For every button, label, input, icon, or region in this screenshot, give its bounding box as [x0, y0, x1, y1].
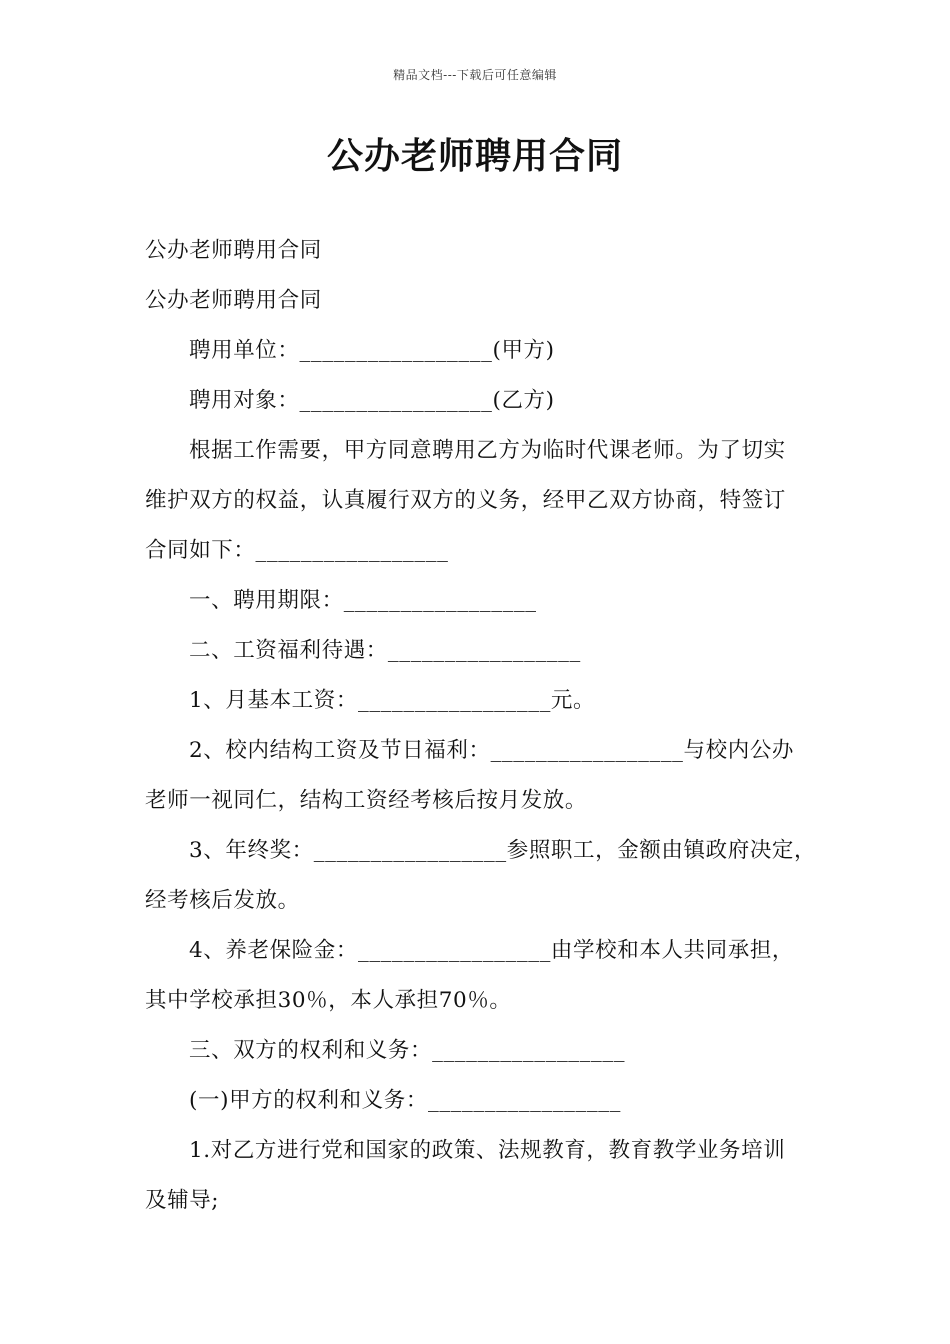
body-line-employer: 聘用单位：_________________(甲方)	[189, 338, 555, 363]
page-header-watermark: 精品文档---下载后可任意编辑	[393, 68, 557, 82]
body-line-subsection-3-1: (一)甲方的权利和义务：_________________	[189, 1088, 621, 1113]
body-line-subtitle-1: 公办老师聘用合同	[145, 238, 322, 263]
body-line-section-2: 二、工资福利待遇：_________________	[189, 638, 581, 663]
body-line-item-3-1-1a: 1.对乙方进行党和国家的政策、法规教育，教育教学业务培训	[189, 1138, 786, 1163]
document-body	[145, 226, 817, 1226]
body-line-section-3: 三、双方的权利和义务：_________________	[189, 1038, 626, 1063]
body-line-preamble-3: 合同如下：_________________	[145, 538, 449, 563]
body-line-preamble-2: 维护双方的权益，认真履行双方的义务，经甲乙双方协商，特签订	[145, 488, 786, 513]
body-line-item-2-4a: 4、养老保险金：_________________由学校和本人共同承担，	[189, 938, 795, 963]
body-line-item-2-4b: 其中学校承担30％，本人承担70％。	[145, 988, 512, 1013]
body-line-item-2-3a: 3、年终奖：_________________参照职工，金额由镇政府决定，	[189, 838, 817, 863]
body-line-item-3-1-1b: 及辅导;	[145, 1188, 220, 1213]
body-line-item-2-3b: 经考核后发放。	[145, 888, 300, 913]
body-line-item-2-2a: 2、校内结构工资及节日福利：_________________与校内公办	[189, 738, 795, 763]
body-line-section-1: 一、聘用期限：_________________	[189, 588, 537, 613]
body-line-employee: 聘用对象：_________________(乙方)	[189, 388, 555, 413]
body-line-item-2-1: 1、月基本工资：_________________元。	[189, 688, 596, 713]
body-line-preamble-1: 根据工作需要，甲方同意聘用乙方为临时代课老师。为了切实	[189, 438, 786, 463]
document-title: 公办老师聘用合同	[326, 136, 623, 177]
body-line-item-2-2b: 老师一视同仁，结构工资经考核后按月发放。	[145, 788, 588, 813]
body-line-subtitle-2: 公办老师聘用合同	[145, 288, 322, 313]
